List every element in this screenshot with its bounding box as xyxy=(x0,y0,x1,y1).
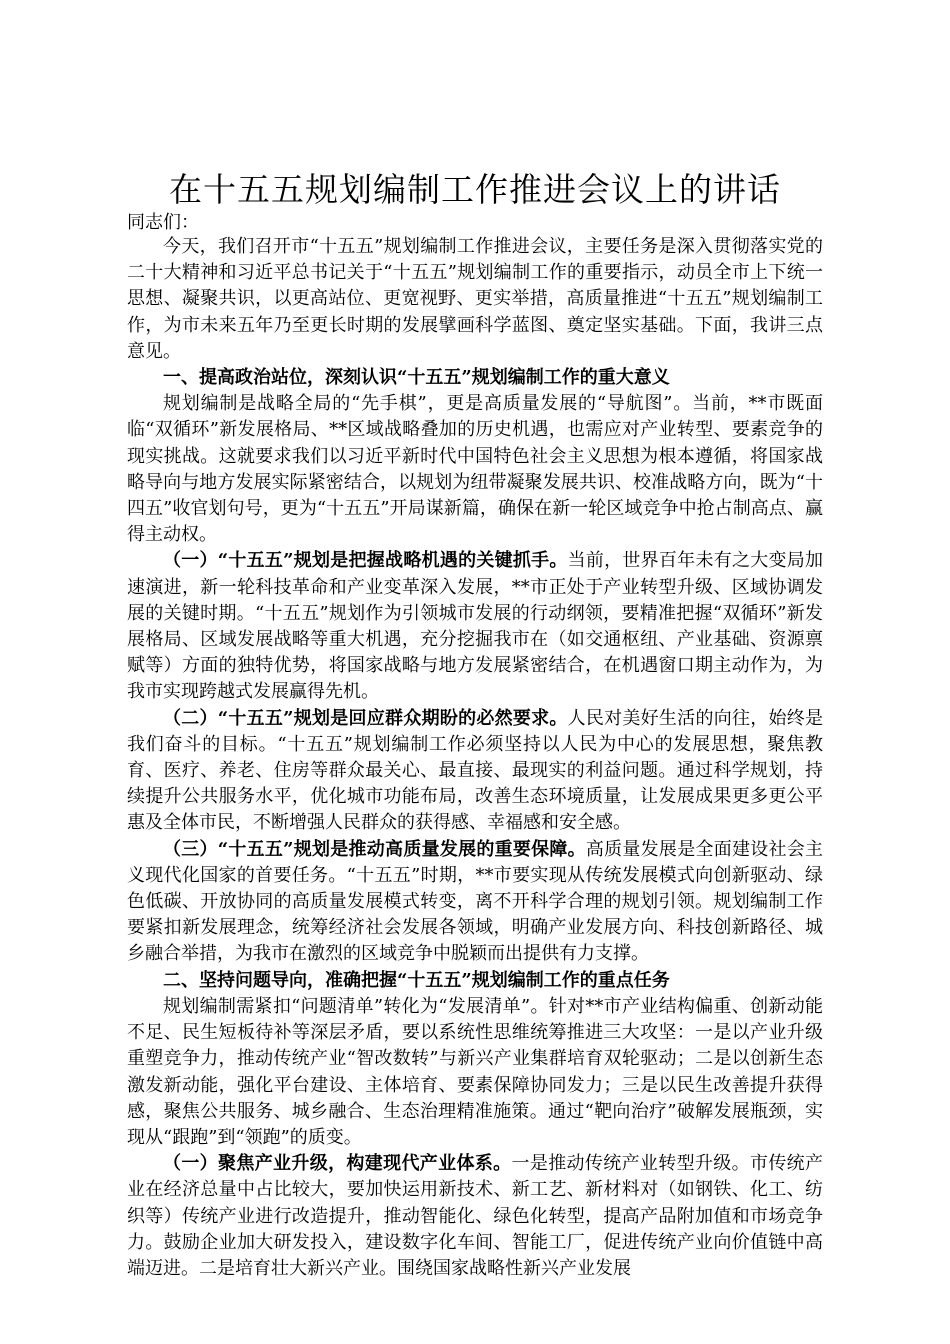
point-text: 高质量发展是全面建设社会主义现代化国家的首要任务。“十五五”时期，**市要实现从传统发展模式向创新驱动、绿色低碳、开放协同的高质量发展模式转变，离不开科学合理的规划引领。规划编制工作要紧扣新发展理念，统筹经济社会发展各领域，明确产业发展方向、科技创新路径、城乡融合举措，为我市在激烈的区域竞争中脱颖而出提供有力支撑。 xyxy=(127,838,823,965)
section-2-body: 规划编制需紧扣“问题清单”转化为“发展清单”。针对**市产业结构偏重、创新动能不足、民生短板待补等深层矛盾，要以系统性思维统筹推进三大攻坚：一是以产业升级重塑竞争力，推动传统产业“智改数转”与新兴产业集群培育双轮驱动；二是以创新生态激发新动能，强化平台建设、主体培育、要素保障协同发力；三是以民生改善提升获得感，聚焦公共服务、城乡融合、生态治理精准施策。通过“靶向治疗”破解发展瓶颈，实现从“跟跑”到“领跑”的质变。 xyxy=(127,995,823,1148)
point-lead: （二）“十五五”规划是回应群众期盼的必然要求。 xyxy=(163,707,568,729)
salutation: 同志们： xyxy=(127,212,199,233)
point-text: 人民对美好生活的向往，始终是我们奋斗的目标。“十五五”规划编制工作必须坚持以人民为中心的发展思想，聚焦教育、医疗、养老、住房等群众最关心、最直接、最现实的利益问题。通过科学规划，持续提升公共服务水平，优化城市功能布局，改善生态环境质量，让发展成果更多更公平惠及全体市民，不断增强人民群众的获得感、幸福感和安全感。 xyxy=(127,707,823,834)
point-lead: （一）聚焦产业升级，构建现代产业体系。 xyxy=(163,1153,512,1175)
point-lead: （一）“十五五”规划是把握战略机遇的关键抓手。 xyxy=(163,550,568,572)
section-2-point-1 xyxy=(127,1151,823,1282)
section-1-heading: 一、提高政治站位，深刻认识“十五五”规划编制工作的重大意义 xyxy=(163,367,670,389)
section-1-point-3 xyxy=(127,837,823,968)
point-text: 当前，世界百年未有之大变局加速演进，新一轮科技革命和产业变革深入发展，**市正处于产业转型升级、区域协调发展的关键时期。“十五五”规划作为引领城市发展的行动纲领，要精准把握“双循环”新发展格局、区域发展战略等重大机遇，充分挖掘我市在（如交通枢纽、产业基础、资源禀赋等）方面的独特优势，将国家战略与地方发展紧密结合，在机遇窗口期主动作为，为我市实现跨越式发展赢得先机。 xyxy=(127,550,823,703)
section-1-point-1 xyxy=(127,548,823,705)
document-page xyxy=(127,168,823,1328)
point-lead: （三）“十五五”规划是推动高质量发展的重要保障。 xyxy=(163,838,586,860)
point-text: 一是推动传统产业转型升级。市传统产业在经济总量中占比较大，要加快运用新技术、新工艺、新材料对（如钢铁、化工、纺织等）传统产业进行改造提升，推动智能化、绿色化转型，提高产品附加值和市场竞争力。鼓励企业加大研发投入，建设数字化车间、智能工厂，促进传统产业向价值链中高端迈进。二是培育壮大新兴产业。围绕国家战略性新兴产业发展 xyxy=(127,1153,823,1279)
section-1-body: 规划编制是战略全局的“先手棋”，更是高质量发展的“导航图”。当前，**市既面临“双循环”新发展格局、**区域战略叠加的历史机遇，也需应对产业转型、要素竞争的现实挑战。这就要求我们以习近平新时代中国特色社会主义思想为根本遵循，将国家战略导向与地方发展实际紧密结合，以规划为纽带凝聚发展共识、校准战略方向，既为“十四五”收官划句号，更为“十五五”开局谋新篇，确保在新一轮区域竞争中抢占制高点、赢得主动权。 xyxy=(127,393,823,546)
section-1-point-2 xyxy=(127,706,823,837)
document-title: 在十五五规划编制工作推进会议上的讲话 xyxy=(169,170,781,209)
section-2-heading: 二、坚持问题导向，准确把握“十五五”规划编制工作的重点任务 xyxy=(163,969,670,991)
intro-paragraph: 今天，我们召开市“十五五”规划编制工作推进会议，主要任务是深入贯彻落实党的二十大精神和习近平总书记关于“十五五”规划编制工作的重要指示，动员全市上下统一思想、凝聚共识，以更高站位、更宽视野、更实举措，高质量推进“十五五”规划编制工作，为市未来五年乃至更长时期的发展擘画科学蓝图、奠定坚实基础。下面，我讲三点意见。 xyxy=(127,236,823,362)
